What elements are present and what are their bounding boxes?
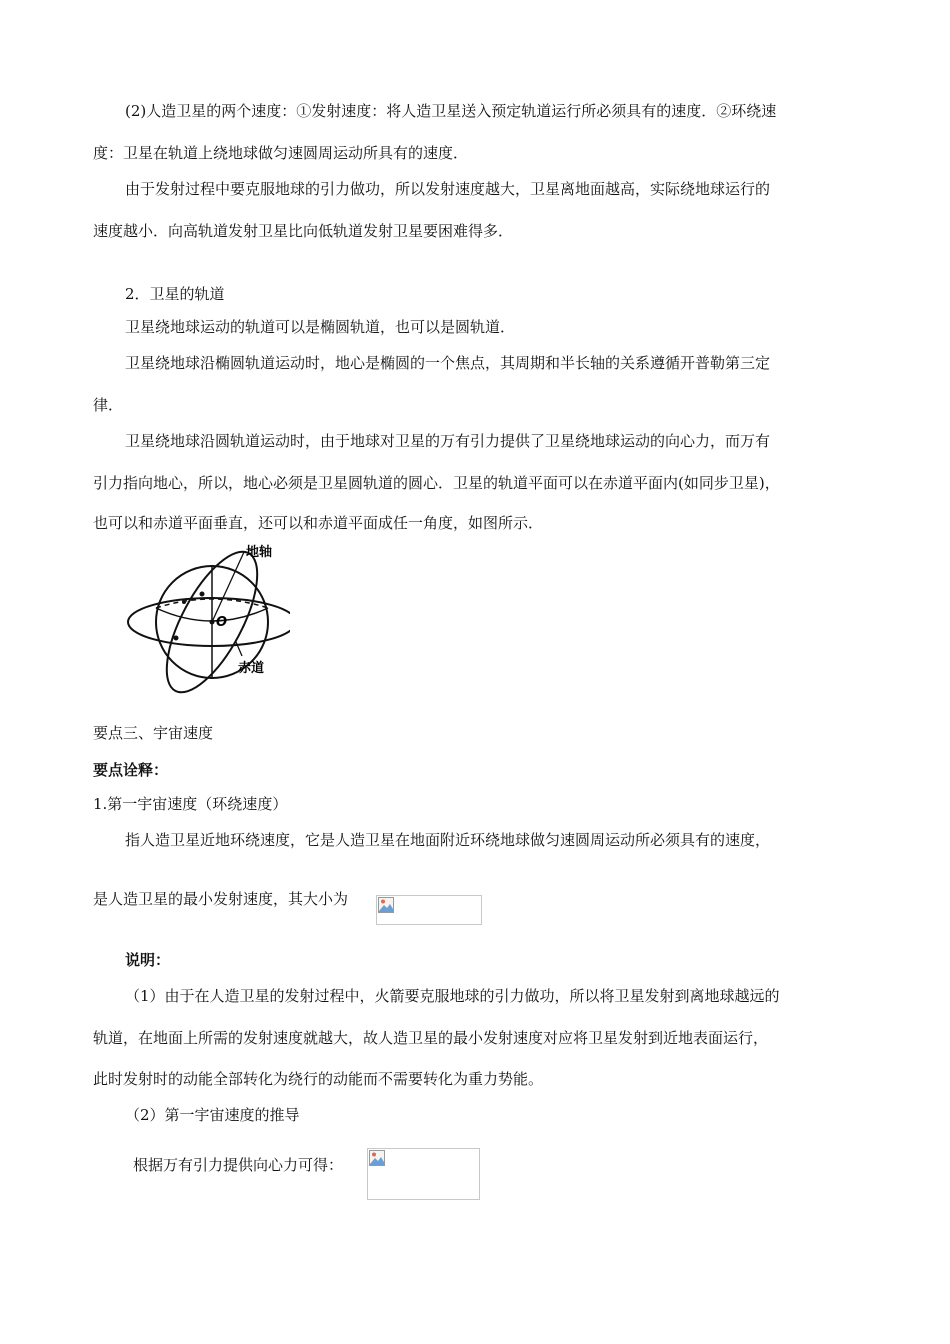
- center-dot: [210, 620, 215, 625]
- satellite-dot-2: [174, 636, 179, 641]
- formula-image-placeholder-1: [376, 895, 482, 925]
- orbit-paragraph-3-line1: 卫星绕地球沿圆轨道运动时，由于地球对卫星的万有引力提供了卫星绕地球运动的向心力，而万有: [125, 432, 771, 450]
- paragraph-launch-speed-line2: 速度越小．向高轨道发射卫星比向低轨道发射卫星要困难得多．: [93, 222, 514, 240]
- point3-explain-heading: 要点诠释：: [93, 761, 169, 779]
- paragraph-launch-speed-line1: 由于发射过程中要克服地球的引力做功，所以发射速度越大，卫星离地面越高，实际绕地球运行的: [125, 180, 771, 198]
- broken-image-icon: [378, 897, 394, 913]
- note1-line3: 此时发射时的动能全部转化为绕行的动能而不需要转化为重力势能。: [93, 1070, 544, 1088]
- point3-heading: 要点三、宇宙速度: [93, 724, 214, 742]
- broken-image-icon: [369, 1150, 385, 1166]
- formula-image-placeholder-2: [367, 1148, 480, 1200]
- axis-pointer: [212, 552, 244, 622]
- note2-heading: （2）第一宇宙速度的推导: [125, 1106, 300, 1124]
- orbit-paragraph-2-line1: 卫星绕地球沿椭圆轨道运动时，地心是椭圆的一个焦点，其周期和半长轴的关系遵循开普勒第三定: [125, 354, 771, 372]
- orbit-paragraph-1: 卫星绕地球运动的轨道可以是椭圆轨道，也可以是圆轨道．: [125, 318, 516, 336]
- orbit-paragraph-3-line2: 引力指向地心，所以，地心必须是卫星圆轨道的圆心．卫星的轨道平面可以在赤道平面内(如同步卫星)，: [93, 474, 780, 492]
- paragraph-two-speeds-line1: (2)人造卫星的两个速度：①发射速度：将人造卫星送入预定轨道运行所必须具有的速度．②环绕速: [125, 102, 777, 120]
- orbit-heading: 2．卫星的轨道: [125, 285, 225, 303]
- item1-line1: 指人造卫星近地环绕速度，它是人造卫星在地面附近环绕地球做匀速圆周运动所必须具有的速度，: [125, 831, 771, 849]
- figure-label-axis: 地轴: [246, 545, 273, 560]
- item1-heading: 1.第一宇宙速度（环绕速度）: [93, 795, 288, 813]
- note2-line1: 根据万有引力提供向心力可得：: [133, 1156, 344, 1174]
- satellite-orbit-figure: [118, 538, 290, 698]
- figure-label-center: O: [216, 615, 228, 630]
- note-heading: 说明：: [125, 951, 171, 969]
- orbit-paragraph-3-line3: 也可以和赤道平面垂直，还可以和赤道平面成任一角度，如图所示．: [93, 514, 544, 532]
- item1-line2: 是人造卫星的最小发射速度，其大小为: [93, 890, 349, 908]
- paragraph-two-speeds-line2: 度：卫星在轨道上绕地球做匀速圆周运动所具有的速度．: [93, 144, 469, 162]
- satellite-dot-1: [200, 592, 205, 597]
- figure-label-equator: 赤道: [238, 661, 265, 676]
- orbit-paragraph-2-line2: 律．: [93, 396, 124, 414]
- note1-line1: （1）由于在人造卫星的发射过程中，火箭要克服地球的引力做功，所以将卫星发射到离地球越远的: [125, 987, 780, 1005]
- note1-line2: 轨道，在地面上所需的发射速度就越大，故人造卫星的最小发射速度对应将卫星发射到近地表面运行，: [93, 1029, 769, 1047]
- satellite-dot-3: [182, 600, 186, 604]
